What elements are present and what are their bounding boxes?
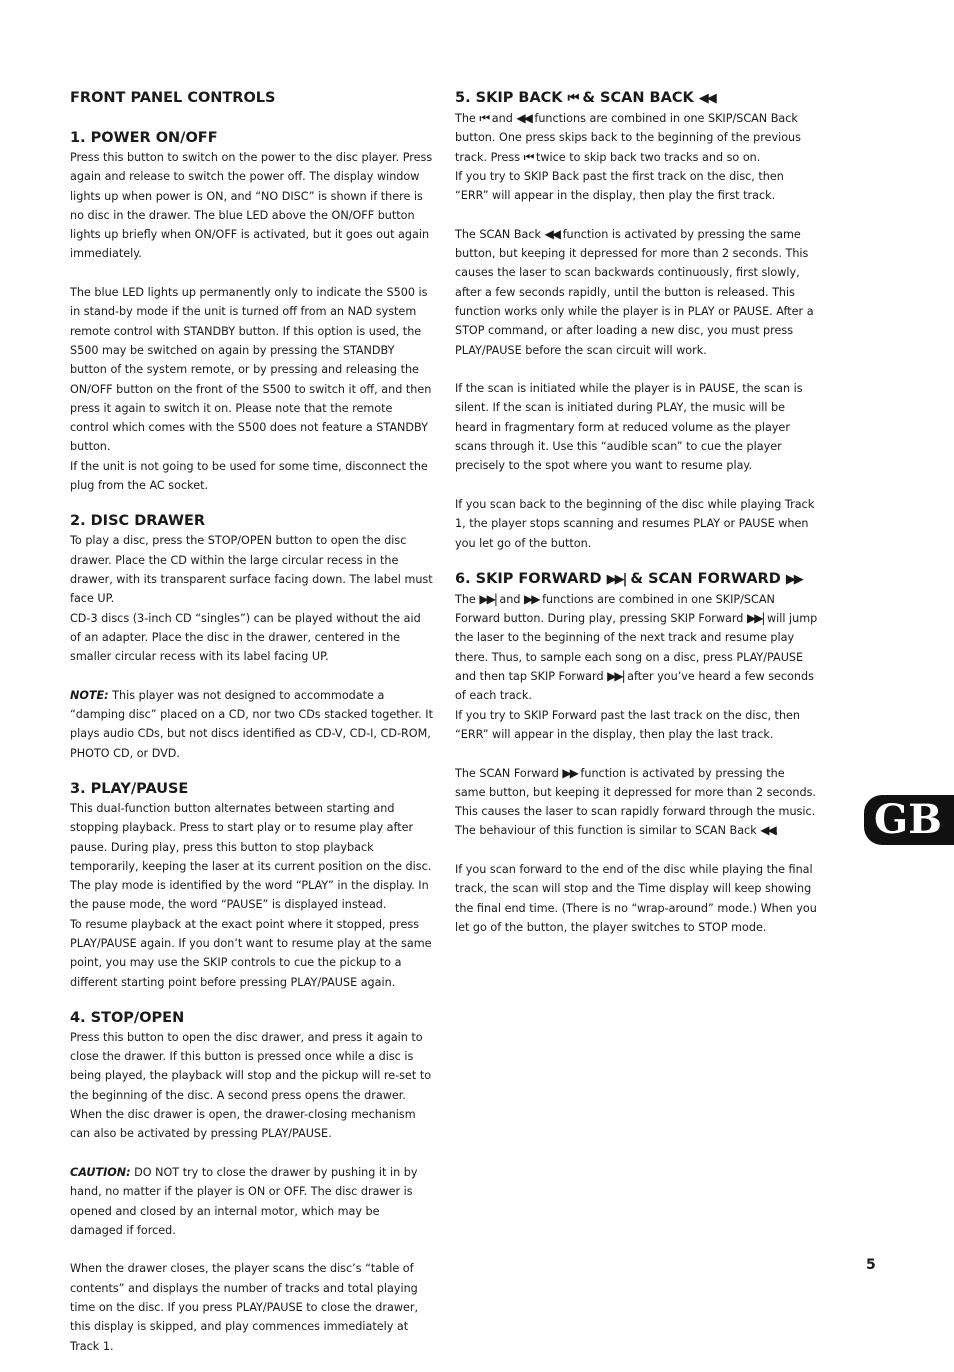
- caution-label: CAUTION:: [70, 1165, 131, 1179]
- scan-forward-icon: ▶▶: [524, 591, 539, 606]
- paragraph: If you try to SKIP Forward past the last track on the disc, then “ERR” will appear in the display, then play the last track.: [455, 708, 801, 741]
- paragraph: If the scan is initiated while the player is in PAUSE, the scan is silent. If the scan is initiated during PLAY, the music will be heard in fragmentary form at reduced volume as the player scans through it. Use this “audible scan” to cue the player precisely to the spot where you want to resume play.: [455, 382, 803, 473]
- left-column: [70, 88, 434, 1372]
- skip-forward-icon: ▶▶|: [606, 571, 626, 587]
- paragraph: The SCAN Forward ▶▶ function is activated by pressing the same button, but keeping it depressed for more than 2 seconds. This causes the laser to scan rapidly forward through the music. The behaviour of this function is similar to SCAN Back ◀◀.: [455, 765, 816, 838]
- skip-back-icon: ⏮: [567, 91, 578, 106]
- paragraph: When the drawer closes, the player scans the disc’s “table of contents” and displays the number of tracks and total playing time on the disc. If you press PLAY/PAUSE to close the drawer, this display is skipped, and play commences immediately at Track 1.: [70, 1262, 419, 1353]
- paragraph: The blue LED lights up permanently only to indicate the S500 is in stand-by mode if the unit is turned off from an NAD system remote control with STANDBY button. If this option is used, the S500 may be switched on again by pressing the STANDBY button of the system remote, or by pressing and releasing the ON/OFF button on the front of the S500 to switch it off, and then press it again to switch it on. Please note that the remote control which comes with the S500 does not feature a STANDBY button.: [70, 286, 432, 454]
- section-play-pause: [70, 779, 434, 992]
- paragraph: To resume playback at the exact point where it stopped, press PLAY/PAUSE again. If you don’t want to resume play at the same point, you may use the SKIP controls to cue the pickup to a different starting point before pressing PLAY/PAUSE again.: [70, 917, 432, 989]
- scan-back-icon: ◀◀: [516, 111, 531, 125]
- language-tab-gb: GB: [864, 795, 954, 845]
- page-number: 5: [866, 1257, 876, 1273]
- caution-paragraph: [70, 1163, 434, 1240]
- scan-back-icon: ◀◀: [698, 91, 715, 106]
- scan-forward-icon: ▶▶: [562, 765, 577, 780]
- skip-back-icon: ⏮: [479, 111, 489, 125]
- paragraph: This dual-function button alternates between starting and stopping playback. Press to start play or to resume play after pause. During play, press this button to stop playback temporarily, keeping the laser at its current position on the disc.: [70, 801, 432, 873]
- section-heading: 1. POWER ON/OFF: [70, 130, 218, 146]
- section-heading: 2. DISC DRAWER: [70, 513, 206, 530]
- paragraph: When the disc drawer is open, the drawer-closing mechanism can also be activated by pressing PLAY/PAUSE.: [70, 1108, 416, 1141]
- page-title: FRONT PANEL CONTROLS: [70, 90, 276, 106]
- paragraph: If you try to SKIP Back past the first track on the disc, then “ERR” will appear in the display, then play the first track.: [455, 169, 784, 203]
- section-heading: 5. SKIP BACK ⏮ & SCAN BACK ◀◀: [455, 90, 715, 106]
- paragraph: If the unit is not going to be used for some time, disconnect the plug from the AC socket.: [70, 459, 428, 493]
- paragraph: The SCAN Back ◀◀ function is activated by pressing the same button, but keeping it depressed for more than 2 seconds. This causes the laser to scan backwards continuously, first slowly, after a few seconds rapidly, until the button is released. This function works only while the player is in PLAY or PAUSE. After a STOP command, or after loading a new disc, you must press PLAY/PAUSE before the scan circuit will work.: [455, 226, 814, 357]
- paragraph: If you scan back to the beginning of the disc while playing Track 1, the player stops scanning and resumes PLAY or PAUSE when you let go of the button.: [455, 497, 815, 550]
- section-heading: 4. STOP/OPEN: [70, 1009, 185, 1026]
- scan-forward-icon: ▶▶: [785, 571, 802, 587]
- section-heading: 6. SKIP FORWARD ▶▶| & SCAN FORWARD ▶▶: [455, 570, 802, 587]
- paragraph: The ⏮ and ◀◀ functions are combined in one SKIP/SCAN Back button. One press skips back to the beginning of the previous track. Press ⏮ twice to skip back two tracks and so on.: [455, 111, 801, 164]
- skip-back-icon: ⏮: [523, 149, 533, 164]
- paragraph: To play a disc, press the STOP/OPEN button to open the disc drawer. Place the CD within the large circular recess in the drawer, with its transparent surface facing down. The label must face UP.: [70, 534, 433, 606]
- paragraph: If you scan forward to the end of the disc while playing the final track, the scan will stop and the Time display will keep showing the final end time. (There is no “wrap-around” mode.) When you let go of the button, the player switches to STOP mode.: [455, 862, 817, 934]
- scan-back-icon: ◀◀: [544, 226, 560, 241]
- skip-forward-icon: ▶▶|: [746, 611, 764, 626]
- right-column: [455, 88, 818, 953]
- skip-forward-icon: ▶▶|: [607, 669, 624, 684]
- skip-forward-icon: ▶▶|: [479, 591, 496, 606]
- scan-back-icon: ◀◀: [760, 823, 775, 838]
- section-skip-back: [455, 88, 818, 553]
- caution-text: DO NOT try to close the drawer by pushing it in by hand, no matter if the player is ON or OFF. The disc drawer is opened and closed by an internal motor, which may be damaged if forced.: [70, 1165, 418, 1237]
- note-text: This player was not designed to accommodate a “damping disc” placed on a CD, nor two CDs stacked together. It plays audio CDs, but not discs identified as CD-V, CD-I, CD-ROM, PHOTO CD, or DVD.: [70, 688, 433, 760]
- note-paragraph: [70, 686, 434, 763]
- paragraph: Press this button to switch on the power to the disc player. Press again and release to switch the power off. The display window lights up when power is ON, and “NO DISC” is shown if there is no disc in the drawer. The blue LED above the ON/OFF button lights up briefly when ON/OFF is activated, but it goes out again immediately.: [70, 151, 433, 261]
- section-disc-drawer: [70, 511, 434, 763]
- paragraph: CD-3 discs (3-inch CD “singles”) can be played without the aid of an adapter. Place the disc in the drawer, centered in the smaller circular recess with its label facing UP.: [70, 611, 421, 664]
- paragraph: Press this button to open the disc drawer, and press it again to close the drawer. If this button is pressed once while a disc is being played, the playback will stop and the pickup will re-set to the beginning of the disc. A second press opens the drawer.: [70, 1030, 432, 1102]
- note-label: NOTE:: [70, 688, 109, 702]
- section-power: [70, 128, 434, 495]
- paragraph: The play mode is identified by the word “PLAY” in the display. In the pause mode, the word “PAUSE” is displayed instead.: [70, 879, 429, 912]
- section-skip-forward: [455, 569, 818, 937]
- section-heading: 3. PLAY/PAUSE: [70, 780, 189, 797]
- paragraph: The ▶▶| and ▶▶ functions are combined in one SKIP/SCAN Forward button. During play, pressing SKIP Forward ▶▶| will jump the laser to the beginning of the next track and resume play there. Thus, to sample each song on a disc, press PLAY/PAUSE and then tap SKIP Forward ▶▶| after you’ve heard a few seconds of each track.: [455, 591, 818, 703]
- section-stop-open: [70, 1008, 434, 1356]
